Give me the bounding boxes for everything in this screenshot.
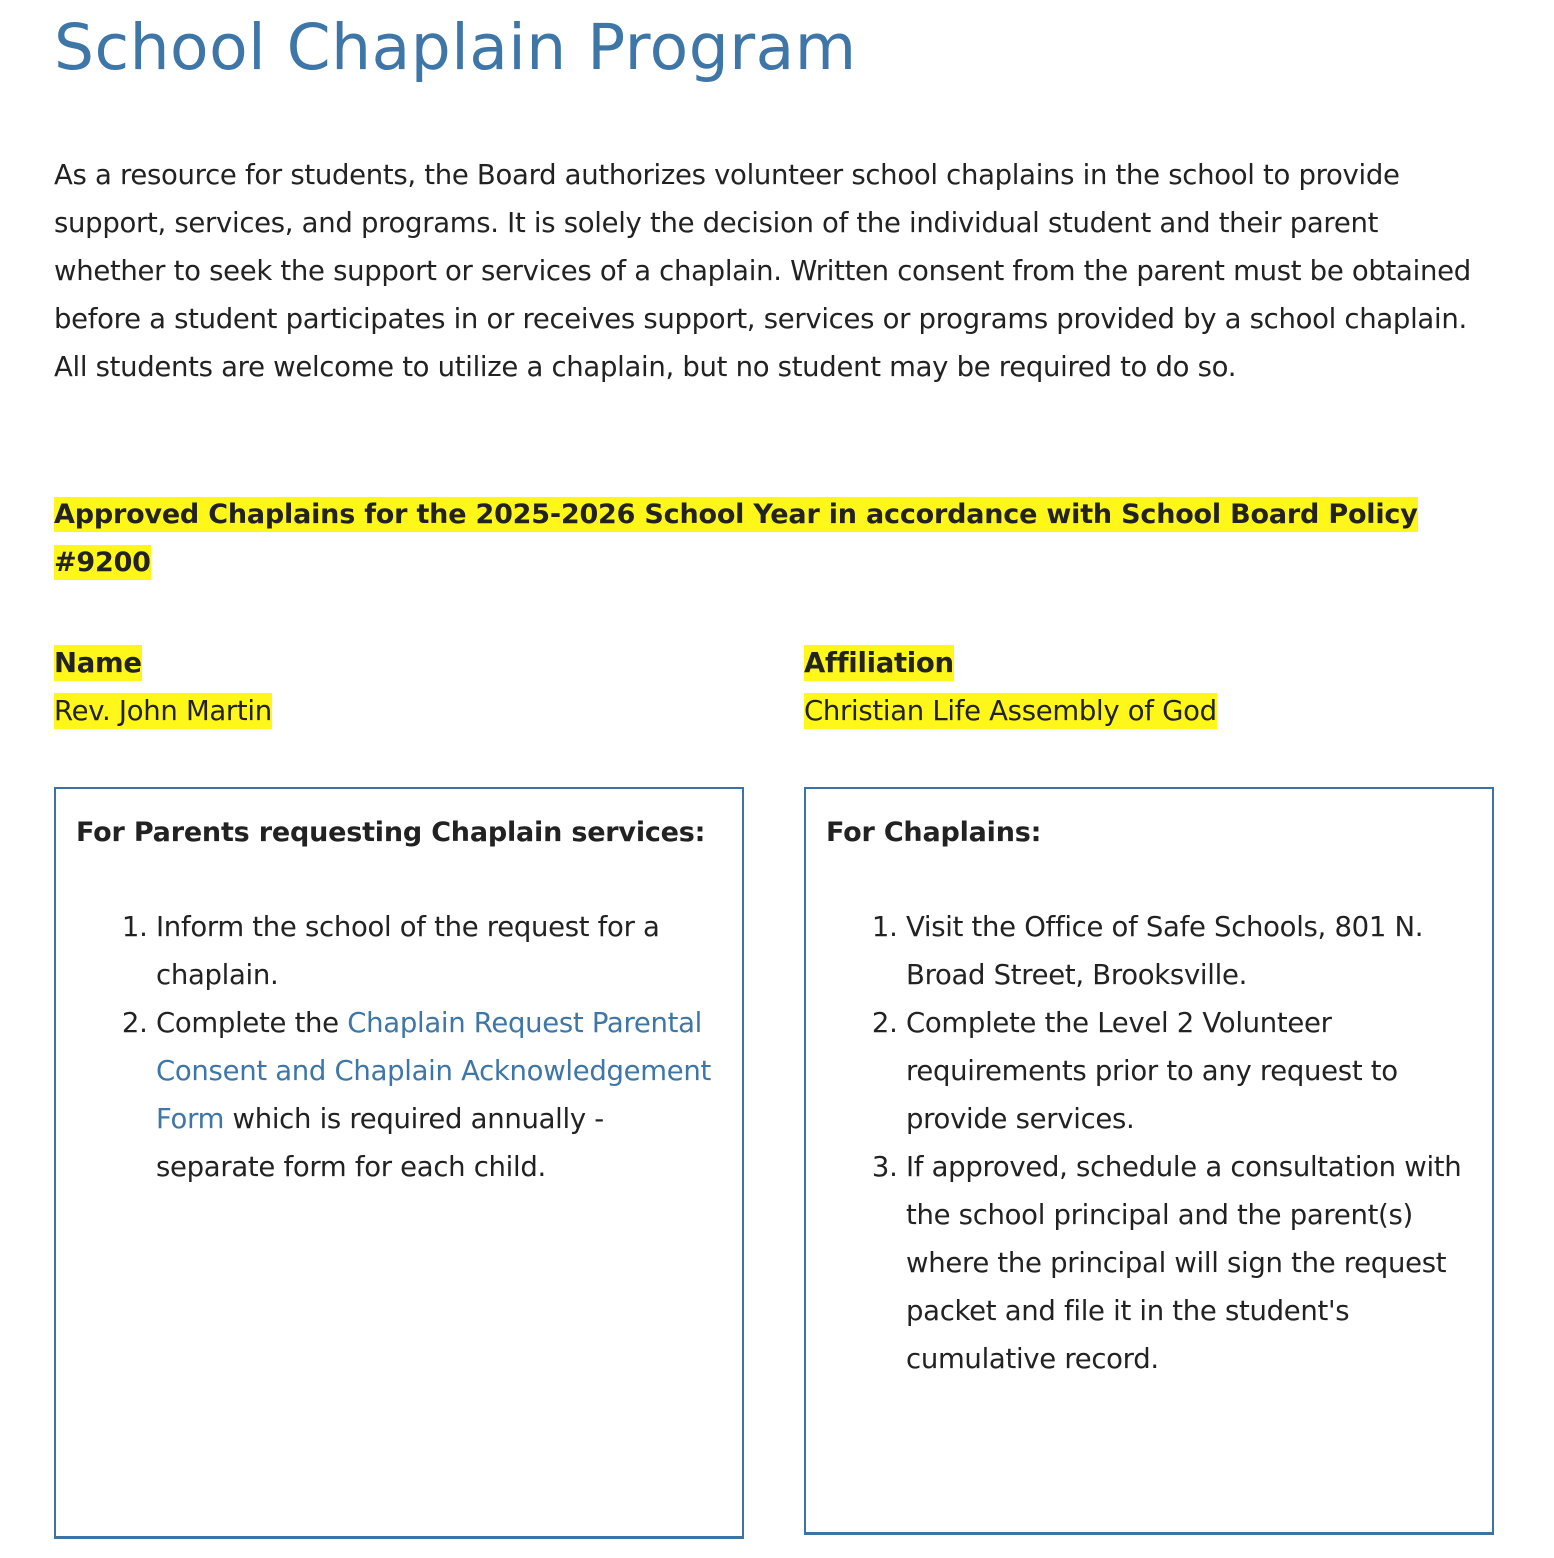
page-title: School Chaplain Program (54, 11, 857, 84)
chaplains-step-1: 1. Visit the Office of Safe Schools, 801 N. Broad Street, Brooksville. (906, 903, 1472, 999)
parents-steps-list (76, 903, 722, 1191)
affiliation-column-header: Affiliation (804, 647, 954, 679)
chaplains-steps-list (826, 903, 1472, 1383)
intro-paragraph: As a resource for students, the Board authorizes volunteer school chaplains in the school to provide support, services, and programs. It is solely the decision of the individual student and their parent whether to seek the support or services of a chaplain. Written consent from the parent must be obtained before a student participates in or receives support, services or programs provided by a school chaplain. (54, 159, 1471, 335)
chaplain-name: Rev. John Martin (54, 695, 272, 727)
chaplain-request-form-link[interactable]: Chaplain Request Parental Consent and Chaplain Acknowledgement Form (156, 1007, 712, 1135)
parents-step-2-suffix: which is required annually - separate form for each child. (156, 1103, 604, 1183)
parents-step-2 (156, 999, 722, 1191)
approved-heading-text: Approved Chaplains for the 2025-2026 School Year in accordance with School Board Policy #9200 (54, 499, 1418, 578)
parents-instructions-box (54, 787, 744, 1539)
approved-chaplains-heading (54, 491, 1494, 587)
affiliation-column (804, 639, 1217, 735)
parents-step-1: 1. Inform the school of the request for a chaplain. (156, 903, 722, 999)
chaplains-step-2: 2. Complete the Level 2 Volunteer requirements prior to any request to provide services. (906, 999, 1472, 1143)
intro-section (54, 151, 1474, 391)
chaplains-instructions-box (804, 787, 1494, 1535)
parents-step-2-prefix: Complete the (156, 1007, 348, 1039)
intro-welcome-line: All students are welcome to utilize a chaplain, but no student may be required to do so. (54, 351, 1237, 383)
chaplains-box-heading: For Chaplains: (826, 817, 1042, 848)
chaplains-step-3: 3. If approved, schedule a consultation with the school principal and the parent(s) where the principal will sign the request packet and file it in the student's cumulative record. (906, 1143, 1472, 1383)
name-column (54, 639, 272, 735)
parents-box-heading: For Parents requesting Chaplain services: (76, 817, 706, 848)
chaplain-affiliation: Christian Life Assembly of God (804, 695, 1217, 727)
name-column-header: Name (54, 647, 142, 679)
